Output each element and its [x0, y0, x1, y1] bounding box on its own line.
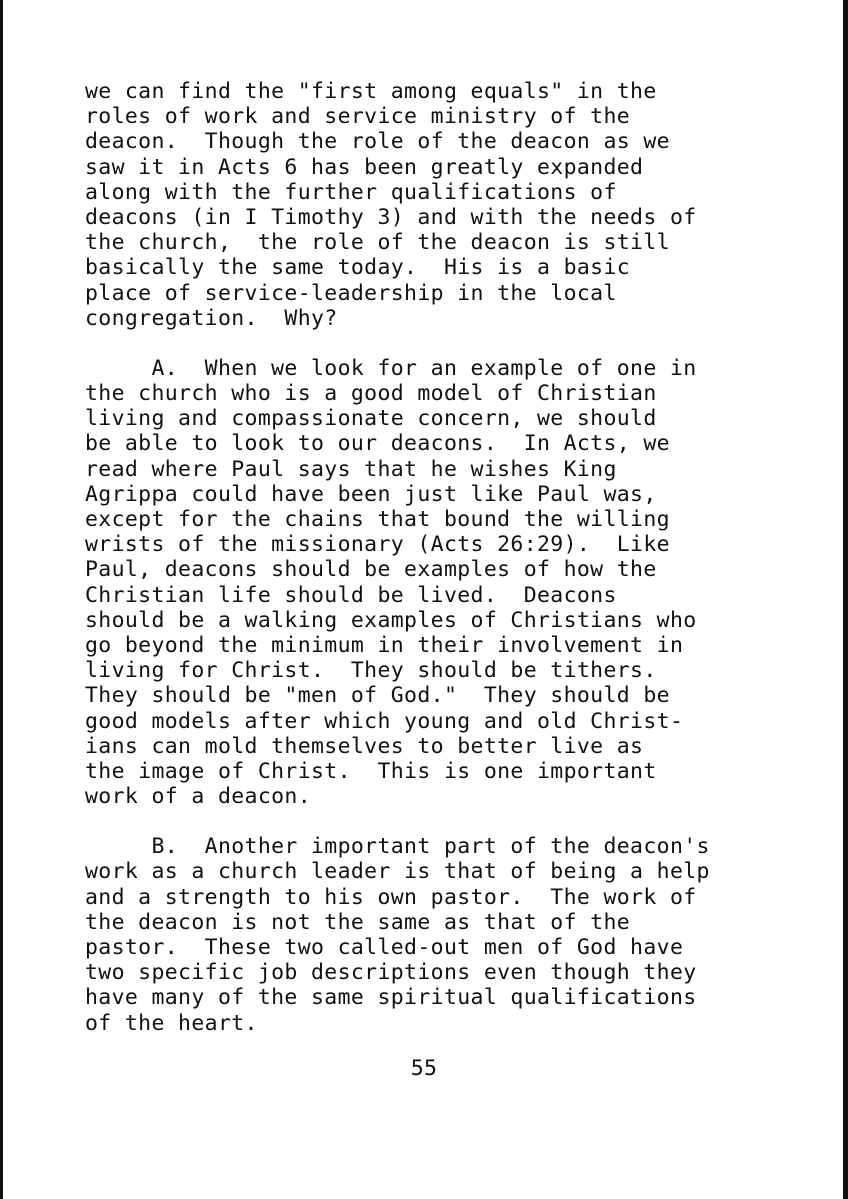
page-number: 55 [410, 1056, 438, 1081]
text-line: living and compassionate concern, we should [85, 406, 657, 432]
text-line: be able to look to our deacons. In Acts, we [85, 431, 670, 457]
text-line: congregation. Why? [85, 305, 338, 331]
text-line: of the heart. [85, 1010, 258, 1036]
text-line: saw it in Acts 6 has been greatly expanded [85, 154, 644, 180]
text-line: Agrippa could have been just like Paul was, [85, 481, 657, 507]
text-line: have many of the same spiritual qualifications [85, 985, 697, 1011]
paragraph-b [85, 834, 805, 1036]
page-body [85, 79, 805, 1061]
text-line: Christian life should be lived. Deacons [85, 582, 617, 608]
paragraph-intro [85, 79, 805, 331]
text-line: along with the further qualifications of [85, 179, 617, 205]
text-line: except for the chains that bound the willing [85, 507, 670, 532]
text-line: Paul, deacons should be examples of how the [85, 557, 657, 583]
text-line: go beyond the minimum in their involvement in [85, 632, 684, 658]
text-line: deacons (in I Timothy 3) and with the needs of [85, 204, 697, 230]
text-line: read where Paul says that he wishes King [85, 456, 617, 482]
text-line: ians can mold themselves to better live as [85, 733, 644, 759]
text-line: we can find the "first among equals" in the [85, 79, 657, 104]
scan-right-edge [843, 0, 848, 1199]
text-line: B. Another important part of the deacon's [85, 834, 710, 860]
scan-left-edge [0, 0, 3, 1199]
text-line: basically the same today. His is a basic [85, 255, 631, 281]
text-line: work of a deacon. [85, 784, 311, 810]
text-line: two specific job descriptions even though they [85, 960, 697, 986]
text-line: should be a walking examples of Christians who [85, 607, 697, 633]
text-line: pastor. These two called-out men of God have [85, 935, 684, 960]
paragraph-a [85, 356, 805, 809]
text-line: place of service-leadership in the local [85, 280, 617, 306]
text-line: deacon. Though the role of the deacon as we [85, 129, 670, 155]
text-line: work as a church leader is that of being a help [85, 859, 710, 885]
text-line: A. When we look for an example of one in [85, 355, 697, 381]
text-line: the deacon is not the same as that of the [85, 909, 631, 935]
text-line: the image of Christ. This is one important [85, 758, 657, 784]
text-line: wrists of the missionary (Acts 26:29). Like [85, 532, 670, 558]
text-line: roles of work and service ministry of the [85, 104, 631, 130]
text-line: the church, the role of the deacon is still [85, 230, 670, 256]
text-line: They should be "men of God." They should be [85, 683, 670, 709]
text-line: living for Christ. They should be tithers. [85, 658, 657, 684]
text-line: and a strength to his own pastor. The work of [85, 884, 697, 910]
text-line: good models after which young and old Christ- [85, 708, 684, 734]
text-line: the church who is a good model of Christian [85, 381, 657, 407]
